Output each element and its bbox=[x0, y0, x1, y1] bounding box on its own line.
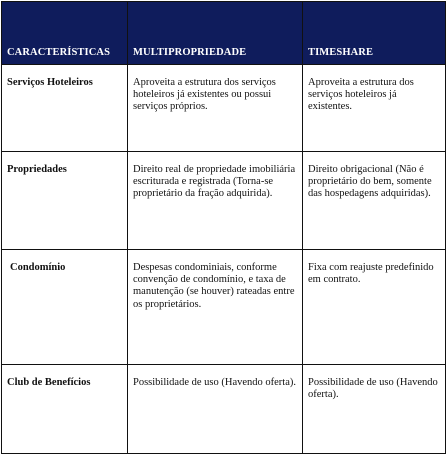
cell-timeshare: Fixa com reajuste predefinido em contrato. bbox=[303, 250, 446, 365]
header-row bbox=[2, 2, 446, 65]
cell-timeshare: Aproveita a estrutura dos serviços hoteleiros já existentes. bbox=[303, 65, 446, 152]
row-label-servicos-hoteleiros: Serviços Hoteleiros bbox=[2, 65, 128, 152]
cell-multipropriedade: Direito real de propriedade imobiliária escriturada e registrada (Torna-se proprietário da fração adquirida). bbox=[128, 152, 303, 250]
row-label-club-de-beneficios: Club de Benefícios bbox=[2, 365, 128, 454]
cell-multipropriedade: Possibilidade de uso (Havendo oferta). bbox=[128, 365, 303, 454]
table-row bbox=[2, 365, 446, 454]
header-caracteristicas: CARACTERÍSTICAS bbox=[2, 2, 128, 65]
row-label-condominio: Condomínio bbox=[2, 250, 128, 365]
table-row bbox=[2, 250, 446, 365]
header-multipropriedade: MULTIPROPRIEDADE bbox=[128, 2, 303, 65]
table-body bbox=[2, 65, 446, 454]
cell-multipropriedade: Aproveita a estrutura dos serviços hoteleiros já existentes ou possui serviços próprios. bbox=[128, 65, 303, 152]
cell-timeshare: Possibilidade de uso (Havendo oferta). bbox=[303, 365, 446, 454]
cell-timeshare: Direito obrigacional (Não é proprietário do bem, somente das hospedagens adquiridas). bbox=[303, 152, 446, 250]
header-timeshare: TIMESHARE bbox=[303, 2, 446, 65]
table-row bbox=[2, 152, 446, 250]
table-row bbox=[2, 65, 446, 152]
row-label-propriedades: Propriedades bbox=[2, 152, 128, 250]
cell-multipropriedade: Despesas condominiais, conforme convenção de condomínio, e taxa de manutenção (se houver) rateadas entre os proprietários. bbox=[128, 250, 303, 365]
comparison-table bbox=[1, 1, 446, 454]
table-header bbox=[2, 2, 446, 65]
